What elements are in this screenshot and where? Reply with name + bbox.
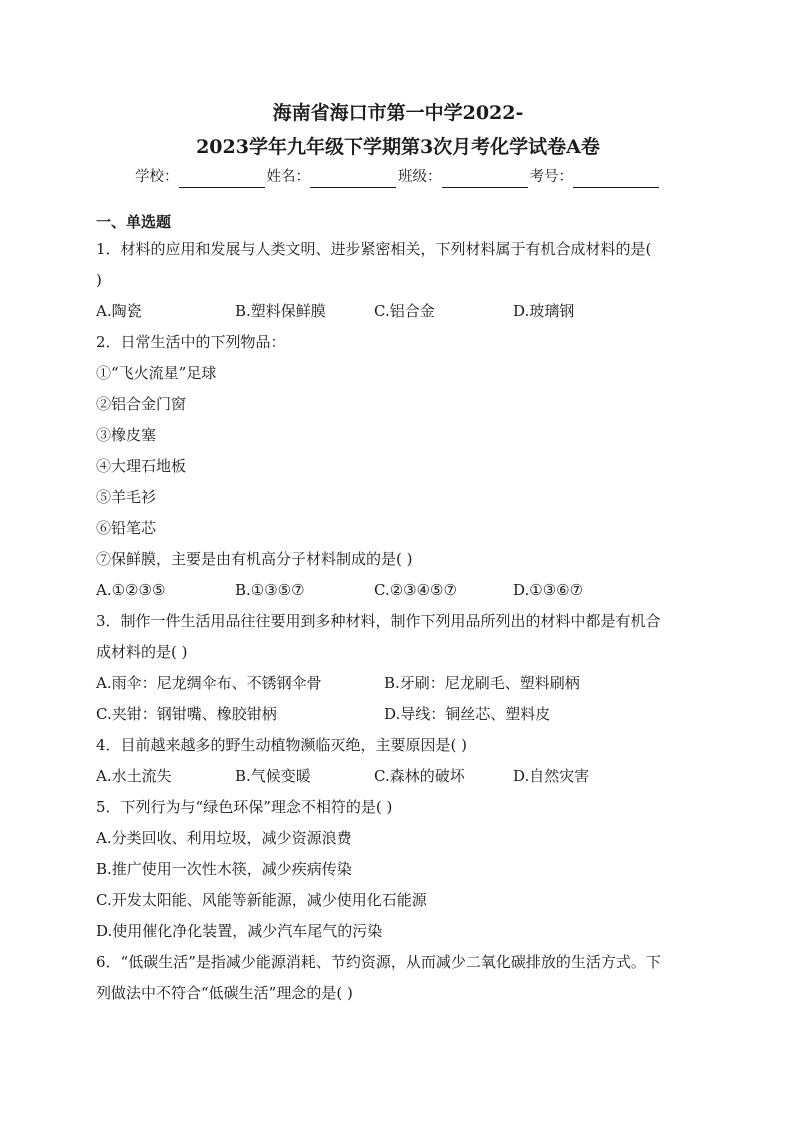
list-item: ⑥铅笔芯 — [96, 519, 157, 537]
question-6-stem: 6．“低碳生活”是指减少能源消耗、节约资源，从而减少二氧化碳排放的生活方式。下 — [96, 953, 661, 971]
exam-title-line-2: 2023学年九年级下学期第3次月考化学试卷A卷 — [196, 136, 600, 158]
list-item: ⑦保鲜膜，主要是由有机高分子材料制成的是( ) — [96, 550, 413, 568]
option-a: A.雨伞：尼龙绸伞布、不锈钢伞骨 — [96, 674, 322, 692]
school-field — [135, 166, 267, 188]
option-d: D.自然灾害 — [513, 767, 590, 785]
option-c: C.森林的破坏 — [374, 767, 465, 785]
question-4 — [96, 730, 700, 792]
list-item: ④大理石地板 — [96, 457, 187, 475]
class-field — [398, 166, 530, 188]
question-1-options — [96, 296, 700, 327]
question-2-options — [96, 575, 700, 606]
option-b: B.①③⑤⑦ — [235, 581, 305, 599]
question-3-stem: 3．制作一件生活用品往往要用到多种材料，制作下列用品所列出的材料中都是有机合 — [96, 612, 661, 630]
question-2 — [96, 327, 700, 606]
question-2-stem: 2．日常生活中的下列物品： — [96, 333, 286, 351]
option-a: A.分类回收、利用垃圾，减少资源浪费 — [96, 829, 352, 847]
question-4-stem: 4．目前越来越多的野生动植物濒临灭绝，主要原因是( ) — [96, 736, 468, 754]
option-d: D.导线：铜丝芯、塑料皮 — [384, 705, 551, 723]
school-label: 学校： — [135, 169, 179, 185]
list-item: ②铝合金门窗 — [96, 395, 187, 413]
list-item: ⑤羊毛衫 — [96, 488, 157, 506]
list-item: ③橡皮塞 — [96, 426, 157, 444]
question-5-stem: 5．下列行为与“绿色环保”理念不相符的是( ) — [96, 798, 393, 816]
exam-page — [96, 96, 700, 1009]
question-3 — [96, 606, 700, 730]
exam-title-line-1: 海南省海口市第一中学2022- — [272, 102, 524, 124]
section-title: 一、单选题 — [96, 213, 172, 231]
option-c: C.开发太阳能、风能等新能源，减少使用化石能源 — [96, 891, 427, 909]
option-c: C.铝合金 — [374, 302, 435, 320]
question-1-stem-end: ) — [96, 271, 102, 289]
name-blank — [310, 171, 396, 188]
question-5 — [96, 792, 700, 947]
question-3-stem-cont: 成材料的是( ) — [96, 643, 188, 661]
exam-number-label: 考号： — [529, 169, 573, 185]
option-d: D.①③⑥⑦ — [513, 581, 584, 599]
option-b: B.塑料保鲜膜 — [235, 302, 326, 320]
name-label: 姓名： — [266, 169, 310, 185]
option-d: D.使用催化净化装置，减少汽车尾气的污染 — [96, 922, 383, 940]
option-a: A.水土流失 — [96, 767, 172, 785]
option-a: A.陶瓷 — [96, 302, 142, 320]
school-blank — [179, 171, 265, 188]
exam-number-field — [530, 166, 662, 188]
class-blank — [442, 171, 528, 188]
question-1-stem: 1．材料的应用和发展与人类文明、进步紧密相关，下列材料属于有机合成材料的是( — [96, 240, 652, 258]
option-c: C.②③④⑤⑦ — [374, 581, 457, 599]
option-a: A.①②③⑤ — [96, 581, 166, 599]
name-field — [267, 166, 399, 188]
exam-number-blank — [573, 171, 659, 188]
question-4-options — [96, 761, 700, 792]
option-d: D.玻璃钢 — [513, 302, 575, 320]
question-1 — [96, 234, 700, 327]
question-3-options-row-1 — [96, 668, 700, 699]
list-item: ①“飞火流星”足球 — [96, 364, 217, 382]
question-6 — [96, 947, 700, 1009]
exam-title — [96, 96, 700, 164]
option-b: B.牙刷：尼龙刷毛、塑料刷柄 — [384, 674, 580, 692]
class-label: 班级： — [398, 169, 442, 185]
student-info-row — [96, 166, 700, 188]
question-6-stem-cont: 列做法中不符合“低碳生活”理念的是( ) — [96, 984, 353, 1002]
question-3-options-row-2 — [96, 699, 700, 730]
option-c: C.夹钳：钢钳嘴、橡胶钳柄 — [96, 705, 277, 723]
option-b: B.气候变暖 — [235, 767, 311, 785]
option-b: B.推广使用一次性木筷，减少疾病传染 — [96, 860, 352, 878]
